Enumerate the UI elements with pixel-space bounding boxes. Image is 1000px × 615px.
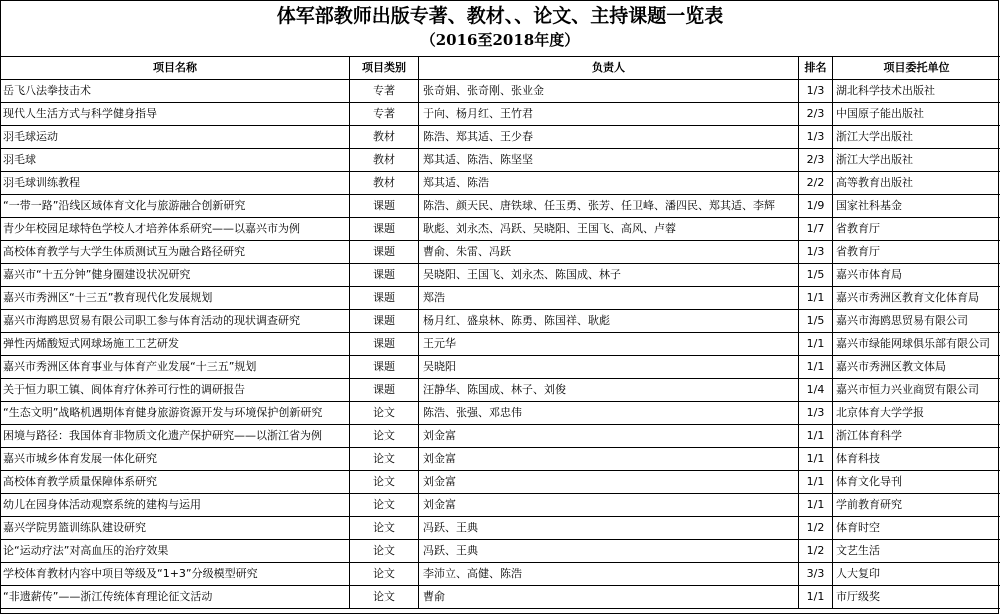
rank-cell: 1/1 <box>799 287 833 310</box>
project-name-cell: 青少年校园足球特色学校人才培养体系研究——以嘉兴市为例 <box>1 218 350 241</box>
unit-cell: 中国原子能出版社 <box>833 103 1000 126</box>
project-name-cell: 嘉兴市“十五分钟”健身圈建设状况研究 <box>1 264 350 287</box>
unit-cell: 体育时空 <box>833 517 1000 540</box>
document-subtitle: （2016至2018年度） <box>420 31 580 49</box>
table-body <box>1 80 1000 609</box>
unit-cell: 文艺生活 <box>833 540 1000 563</box>
responsible-cell: 耿彪、刘永杰、冯跃、吴晓阳、王国飞、高风、卢蓉 <box>419 218 799 241</box>
unit-cell: 省教育厅 <box>833 218 1000 241</box>
rank-cell: 1/3 <box>799 402 833 425</box>
unit-cell: 省教育厅 <box>833 241 1000 264</box>
project-type-cell: 论文 <box>350 563 419 586</box>
project-type-cell: 教材 <box>350 149 419 172</box>
table-row <box>1 218 1000 241</box>
table-row <box>1 172 1000 195</box>
rank-cell: 2/3 <box>799 103 833 126</box>
rank-cell: 2/3 <box>799 149 833 172</box>
unit-cell: 浙江大学出版社 <box>833 126 1000 149</box>
project-name-cell: 羽毛球训练教程 <box>1 172 350 195</box>
responsible-cell: 汪静华、陈国成、林子、刘俊 <box>419 379 799 402</box>
table-row <box>1 494 1000 517</box>
project-name-cell: 嘉兴市秀洲区“十三五”教育现代化发展规划 <box>1 287 350 310</box>
responsible-cell: 曹俞、朱雷、冯跃 <box>419 241 799 264</box>
project-type-cell: 课题 <box>350 287 419 310</box>
rank-cell: 1/1 <box>799 356 833 379</box>
unit-cell: 高等教育出版社 <box>833 172 1000 195</box>
rank-cell: 1/2 <box>799 517 833 540</box>
rank-cell: 1/3 <box>799 241 833 264</box>
project-name-cell: “非遗薪传”——浙江传统体育理论征文活动 <box>1 586 350 609</box>
project-name-cell: “生态文明”战略机遇期体育健身旅游资源开发与环境保护创新研究 <box>1 402 350 425</box>
rank-cell: 1/1 <box>799 333 833 356</box>
rank-cell: 1/1 <box>799 448 833 471</box>
project-type-cell: 课题 <box>350 264 419 287</box>
project-type-cell: 教材 <box>350 126 419 149</box>
unit-cell: 嘉兴市绿能网球俱乐部有限公司 <box>833 333 1000 356</box>
unit-cell: 嘉兴市海鸥思贸易有限公司 <box>833 310 1000 333</box>
project-type-cell: 教材 <box>350 172 419 195</box>
unit-cell: 湖北科学技术出版社 <box>833 80 1000 103</box>
table-row <box>1 126 1000 149</box>
project-type-cell: 专著 <box>350 80 419 103</box>
project-name-cell: 高校体育教学与大学生体质测试互为融合路径研究 <box>1 241 350 264</box>
unit-cell: 北京体育大学学报 <box>833 402 1000 425</box>
project-name-cell: 高校体育教学质量保障体系研究 <box>1 471 350 494</box>
header-unit: 项目委托单位 <box>833 57 1000 80</box>
project-type-cell: 论文 <box>350 425 419 448</box>
rank-cell: 1/7 <box>799 218 833 241</box>
table-row <box>1 563 1000 586</box>
project-type-cell: 课题 <box>350 379 419 402</box>
header-project-type: 项目类别 <box>350 57 419 80</box>
project-name-cell: 嘉兴市秀洲区体育事业与体育产业发展“十三五”规划 <box>1 356 350 379</box>
responsible-cell: 郑其适、陈浩 <box>419 172 799 195</box>
project-name-cell: 关于恒力职工镇、阆体育疗休养可行性的调研报告 <box>1 379 350 402</box>
responsible-cell: 陈浩、颜天民、唐铁球、任玉勇、张芳、任卫峰、潘四民、郑其适、李辉 <box>419 195 799 218</box>
rank-cell: 1/1 <box>799 471 833 494</box>
table-row <box>1 287 1000 310</box>
table-row <box>1 425 1000 448</box>
rank-cell: 1/3 <box>799 80 833 103</box>
project-name-cell: 羽毛球 <box>1 149 350 172</box>
table-row <box>1 517 1000 540</box>
rank-cell: 2/2 <box>799 172 833 195</box>
table-row <box>1 471 1000 494</box>
rank-cell: 1/1 <box>799 494 833 517</box>
rank-cell: 1/4 <box>799 379 833 402</box>
responsible-cell: 李沛立、高健、陈浩 <box>419 563 799 586</box>
table-row <box>1 103 1000 126</box>
project-type-cell: 课题 <box>350 241 419 264</box>
project-type-cell: 论文 <box>350 402 419 425</box>
document-title: 体军部教师出版专著、教材、、论文、主持课题一览表 <box>276 5 724 27</box>
responsible-cell: 郑浩 <box>419 287 799 310</box>
table-row <box>1 379 1000 402</box>
unit-cell: 国家社科基金 <box>833 195 1000 218</box>
table-row <box>1 448 1000 471</box>
project-type-cell: 课题 <box>350 195 419 218</box>
unit-cell: 体育科技 <box>833 448 1000 471</box>
responsible-cell: 刘金富 <box>419 494 799 517</box>
header-project-name: 项目名称 <box>1 57 350 80</box>
rank-cell: 1/5 <box>799 310 833 333</box>
responsible-cell: 于向、杨月红、王竹君 <box>419 103 799 126</box>
unit-cell: 嘉兴市秀洲区教文体局 <box>833 356 1000 379</box>
unit-cell: 体育文化导刊 <box>833 471 1000 494</box>
rank-cell: 3/3 <box>799 563 833 586</box>
rank-cell: 1/1 <box>799 586 833 609</box>
project-type-cell: 论文 <box>350 494 419 517</box>
header-rank: 排名 <box>799 57 833 80</box>
project-name-cell: 幼儿在园身体活动观察系统的建构与运用 <box>1 494 350 517</box>
project-name-cell: “一带一路”沿线区域体育文化与旅游融合创新研究 <box>1 195 350 218</box>
project-type-cell: 课题 <box>350 333 419 356</box>
project-name-cell: 嘉兴市城乡体育发展一体化研究 <box>1 448 350 471</box>
project-name-cell: 岳飞八法拳技击术 <box>1 80 350 103</box>
table-row <box>1 333 1000 356</box>
unit-cell: 学前教育研究 <box>833 494 1000 517</box>
project-type-cell: 论文 <box>350 448 419 471</box>
project-name-cell: 嘉兴学院男篮训练队建设研究 <box>1 517 350 540</box>
project-type-cell: 论文 <box>350 586 419 609</box>
responsible-cell: 刘金富 <box>419 425 799 448</box>
project-name-cell: 学校体育教材内容中项目等级及“1+3”分级模型研究 <box>1 563 350 586</box>
header-responsible: 负责人 <box>419 57 799 80</box>
responsible-cell: 吴晓阳 <box>419 356 799 379</box>
projects-table <box>0 56 1000 609</box>
responsible-cell: 刘金富 <box>419 448 799 471</box>
project-name-cell: 困境与路径：我国体育非物质文化遗产保护研究——以浙江省为例 <box>1 425 350 448</box>
project-name-cell: 论“运动疗法”对高血压的治疗效果 <box>1 540 350 563</box>
project-type-cell: 课题 <box>350 218 419 241</box>
project-name-cell: 羽毛球运动 <box>1 126 350 149</box>
project-type-cell: 课题 <box>350 356 419 379</box>
table-row <box>1 241 1000 264</box>
project-type-cell: 专著 <box>350 103 419 126</box>
responsible-cell: 王元华 <box>419 333 799 356</box>
project-name-cell: 现代人生活方式与科学健身指导 <box>1 103 350 126</box>
rank-cell: 1/5 <box>799 264 833 287</box>
responsible-cell: 郑其适、陈浩、陈坚坚 <box>419 149 799 172</box>
rank-cell: 1/1 <box>799 425 833 448</box>
project-type-cell: 论文 <box>350 471 419 494</box>
unit-cell: 浙江大学出版社 <box>833 149 1000 172</box>
responsible-cell: 刘金富 <box>419 471 799 494</box>
table-row <box>1 149 1000 172</box>
project-name-cell: 弹性丙烯酸短式网球场施工工艺研发 <box>1 333 350 356</box>
table-row <box>1 356 1000 379</box>
responsible-cell: 冯跃、王典 <box>419 517 799 540</box>
responsible-cell: 曹俞 <box>419 586 799 609</box>
unit-cell: 人大复印 <box>833 563 1000 586</box>
unit-cell: 浙江体育科学 <box>833 425 1000 448</box>
unit-cell: 嘉兴市恒力兴业商贸有限公司 <box>833 379 1000 402</box>
responsible-cell: 陈浩、郑其适、王少春 <box>419 126 799 149</box>
table-row <box>1 586 1000 609</box>
responsible-cell: 吴晓阳、王国飞、刘永杰、陈国成、林子 <box>419 264 799 287</box>
table-row <box>1 195 1000 218</box>
project-type-cell: 课题 <box>350 310 419 333</box>
unit-cell: 市厅级奖 <box>833 586 1000 609</box>
header-row <box>1 57 1000 80</box>
project-name-cell: 嘉兴市海鸥思贸易有限公司职工参与体育活动的现状调查研究 <box>1 310 350 333</box>
rank-cell: 1/9 <box>799 195 833 218</box>
rank-cell: 1/2 <box>799 540 833 563</box>
table-row <box>1 310 1000 333</box>
table-row <box>1 80 1000 103</box>
responsible-cell: 张奇娟、张奇刚、张业金 <box>419 80 799 103</box>
responsible-cell: 陈浩、张强、邓忠伟 <box>419 402 799 425</box>
table-row <box>1 402 1000 425</box>
project-type-cell: 论文 <box>350 517 419 540</box>
responsible-cell: 冯跃、王典 <box>419 540 799 563</box>
project-type-cell: 论文 <box>350 540 419 563</box>
table-row <box>1 264 1000 287</box>
rank-cell: 1/3 <box>799 126 833 149</box>
responsible-cell: 杨月红、盛泉林、陈勇、陈国祥、耿彪 <box>419 310 799 333</box>
unit-cell: 嘉兴市秀洲区教育文化体育局 <box>833 287 1000 310</box>
unit-cell: 嘉兴市体育局 <box>833 264 1000 287</box>
table-row <box>1 540 1000 563</box>
